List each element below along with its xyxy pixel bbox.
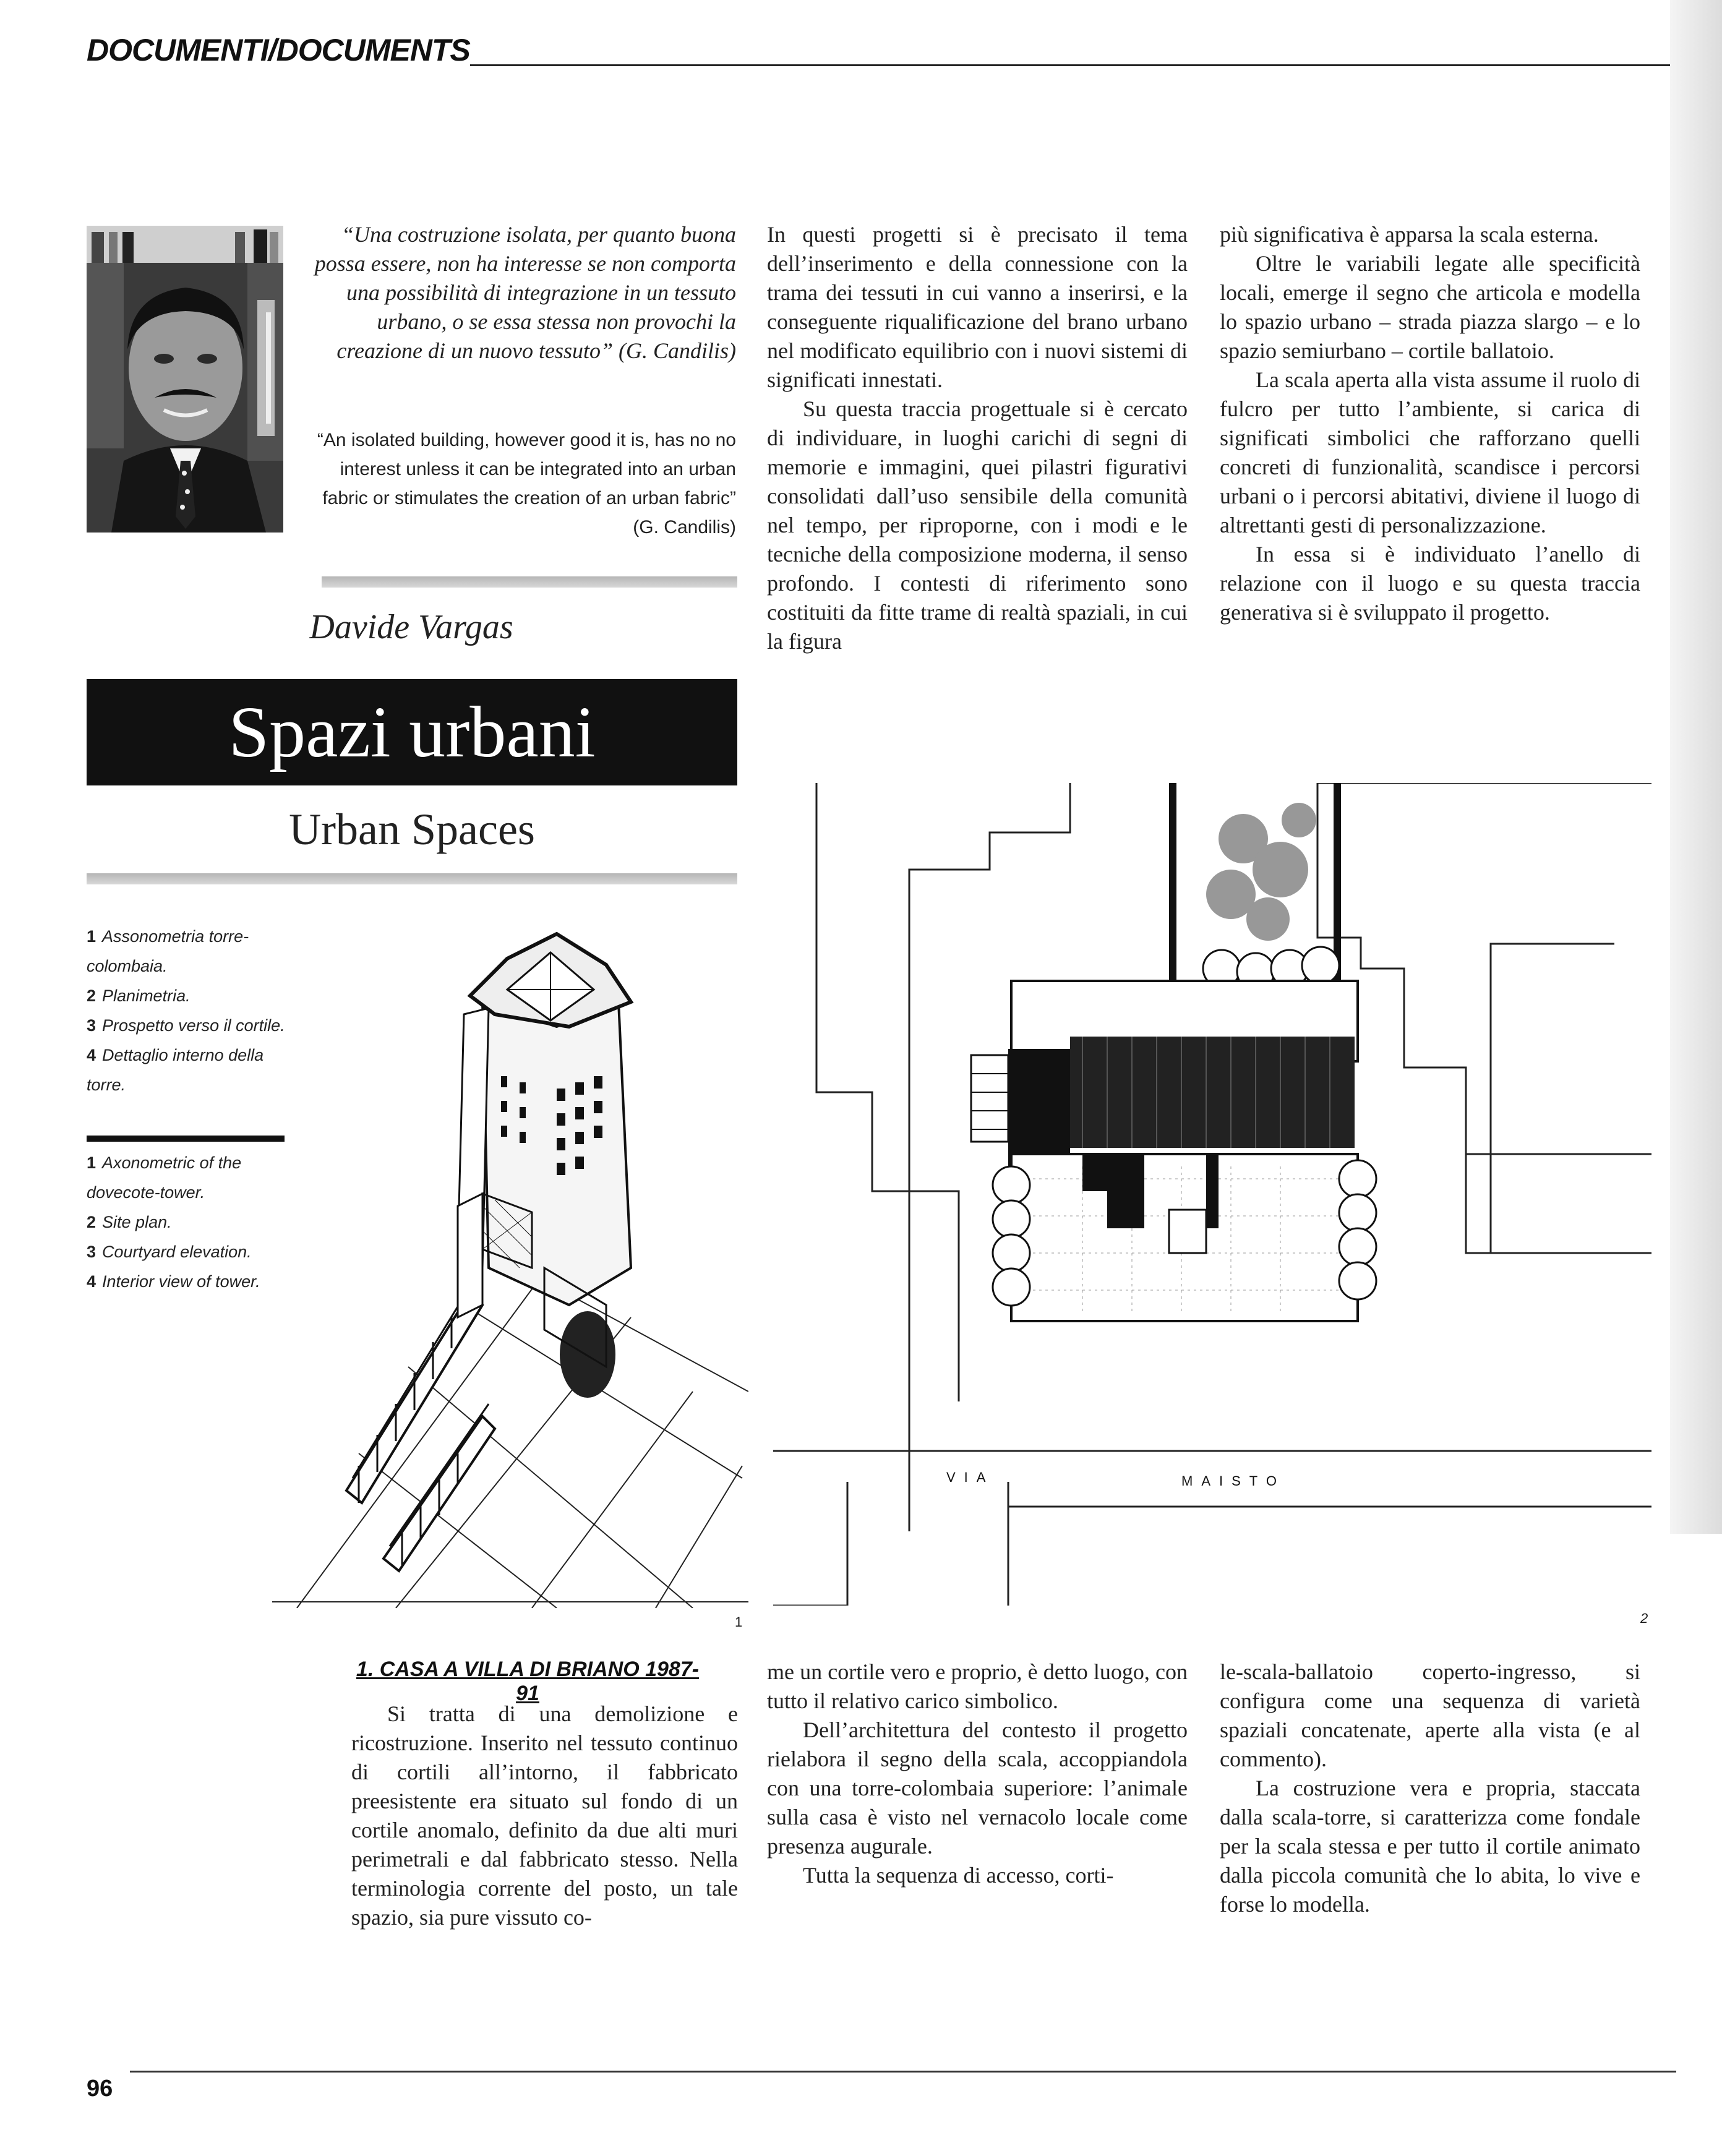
section-column-1 [351, 1700, 738, 1932]
footer-rule [130, 2071, 1676, 2073]
paragraph: La scala aperta alla vista assume il ruolo di fulcro per tutto l’ambiente, si carica di significati simbolici che rafforzano quelli concreti di funzionalità, scandisce i percorsi urbani o i percorsi abitativi, diviene il luogo di altrettanti gesti di personalizzazione. [1220, 367, 1640, 537]
paragraph: Su questa traccia progettuale si è cercato di individuare, in luoghi carichi di segni di memorie e immagini, quei pilastri figurativi consolidati dall’uso sensibile della comunità nel tempo, per riproporne, con i modi e le tecniche della composizione moderna, il senso profondo. I contesti di riferimento sono costituiti da fitte trame di realtà spaziali, in cui la figura [767, 396, 1188, 654]
caption-line: 3 Courtyard elevation. [87, 1243, 252, 1261]
intro-column-2 [1220, 220, 1640, 627]
section-column-3 [1220, 1658, 1640, 1919]
quote-italian: “Una costruzione isolata, per quanto buona possa essere, non ha interesse se non comporta una possibilità di integrazione in un tessuto urbano, o se essa stessa non provochi la creazione di un nuovo tessuto” (G. Candilis) [314, 222, 736, 363]
page-number: 96 [87, 2076, 113, 2102]
axonometric-tower-drawing [260, 922, 748, 1608]
portrait-illustration [87, 226, 283, 533]
caption-line: 1 Axonometric of the dovecote-tower. [87, 1153, 242, 1202]
author-name: Davide Vargas [309, 608, 513, 646]
paragraph: Si tratta di una demolizione e ricostruzione. Inserito nel tessuto continuo di cortili all’intorno, il fabbricato preesistente era situato sul fondo di un cortile anomalo, definito da due alti muri perimetrali e dal fabbricato stesso. Nella terminologia corrente del posto, un tale spazio, sia pure vissuto co- [351, 1701, 738, 1930]
paragraph: più significativa è apparsa la scala esterna. [1220, 222, 1599, 247]
street-label-via: VIA [946, 1469, 995, 1485]
quote-english: “An isolated building, however good it is, has no no interest unless it can be integrated into an urban fabric or stimulates the creation of an urban fabric” (G. Candilis) [317, 430, 736, 537]
caption-line: 2 Site plan. [87, 1213, 172, 1231]
caption-line: 4 Interior view of tower. [87, 1272, 260, 1291]
paragraph: La costruzione vera e propria, staccata dalla scala-torre, si caratterizza come fondale per la scala stessa e per tutto il cortile animato dalla piccola comunità che lo abita, lo vive e forse lo modella. [1220, 1776, 1640, 1917]
figure-number-1: 1 [735, 1614, 743, 1630]
caption-divider [87, 1136, 285, 1142]
running-header: DOCUMENTI/DOCUMENTS [87, 33, 470, 67]
paragraph: In essa si è individuato l’anello di relazione con il luogo e su questa traccia generativa si è sviluppato il progetto. [1220, 542, 1640, 625]
caption-line: 3 Prospetto verso il cortile. [87, 1016, 285, 1035]
intro-column-1 [767, 220, 1188, 656]
figure-number-2: 2 [1640, 1611, 1648, 1626]
title-bottom-bar [87, 873, 737, 884]
section-column-2 [767, 1658, 1188, 1890]
paragraph: Oltre le variabili legate alle specificità locali, emerge il segno che articola e modella lo spazio urbano – strada piazza slargo – e lo spazio semiurbano – cortile ballatoio. [1220, 251, 1640, 363]
caption-line: 1 Assonometria torre-colombaia. [87, 927, 249, 975]
page-edge-shadow [1670, 0, 1722, 1534]
paragraph: le-scala-ballatoio coperto-ingresso, si configura come una sequenza di varietà spaziali concatenate, aperte alla vista (e al commento). [1220, 1659, 1640, 1771]
section-heading: 1. CASA A VILLA DI BRIANO 1987-91 [356, 1658, 700, 1705]
header-rule [470, 64, 1682, 66]
caption-line: 4 Dettaglio interno della torre. [87, 1046, 264, 1094]
street-label-maisto: MAISTO [1181, 1473, 1285, 1489]
paragraph: Tutta la sequenza di accesso, corti- [803, 1863, 1114, 1888]
article-title: Spazi urbani [87, 679, 737, 785]
author-portrait-photo [87, 226, 283, 533]
title-top-bar [322, 576, 737, 588]
site-plan-drawing [773, 783, 1651, 1606]
caption-line: 2 Planimetria. [87, 986, 191, 1005]
paragraph: In questi progetti si è precisato il tema dell’inserimento e della connessione con la trama dei tessuti in cui vanno a inserirsi, e la conseguente riqualificazione del brano urbano nel modificato equilibrio con i nuovi sistemi di significati innestati. [767, 222, 1188, 392]
paragraph: me un cortile vero e proprio, è detto luogo, con tutto il relativo carico simbolico. [767, 1659, 1188, 1713]
article-subtitle: Urban Spaces [289, 805, 535, 854]
paragraph: Dell’architettura del contesto il progetto rielabora il segno della scala, accoppiandola con una torre-colombaia superiore: l’animale sulla casa è visto nel vernacolo locale come presenza augurale. [767, 1718, 1188, 1859]
